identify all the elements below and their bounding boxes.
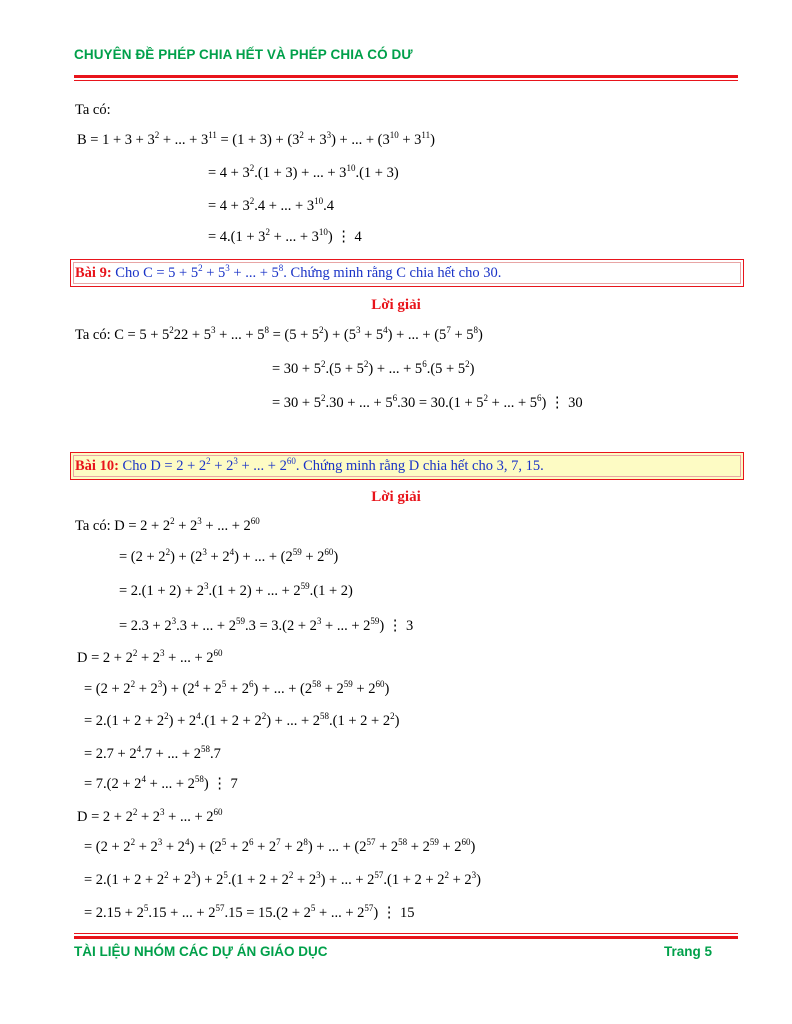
math-line: = $(2 + 2^2) + (2^3 + 2^4)$ + ... + $(2^{59} + 2^{60})$ xyxy=(119,547,339,565)
math-line: = $2.(1 + 2) + 2^3.(1 + 2)$ + ... + $2^{59}.(1 + 2)$ xyxy=(119,581,353,599)
math-line: = $(2 + 2^2 + 2^3) + (2^4 + 2^5 + 2^6)$ + ... + $(2^{58} + 2^{59} + 2^{60})$ xyxy=(84,679,390,697)
math-line: = $4 + 3^2.(1 + 3)$ + ... + $3^{10}.(1 + 3)$ xyxy=(208,163,399,181)
footer-rule-thick xyxy=(74,936,738,939)
problem-10-text: Cho $D = 2 + 2^2 + 2^3$ + ... + $2^{60}$. Chứng minh rằng D chia hết cho 3, 7, 15. xyxy=(122,456,544,474)
math-line: = $(2 + 2^2 + 2^3 + 2^4) + (2^5 + 2^6 + 2^7 + 2^8)$ + ... + $(2^{57} + 2^{58} + 2^{59} + 2^{60})$ xyxy=(84,837,476,855)
math-line: $B = 1 + 3 + 3^2$ + ... + $3^{11} = (1 + 3) + (3^2 + 3^3)$ + ... + $(3^{10} + 3^{11})$ xyxy=(77,130,435,148)
math-line: = $4 + 3^2.4$ + ... + $3^{10}.4$ xyxy=(208,196,334,214)
math-line: = $30 + 5^2.30$ + ... + $5^6.30 = 30.(1 + 5^2$ + ... + $5^6$) ⋮ 30 xyxy=(272,393,583,411)
math-line: Ta có: $C = 5 + 5^222 + 5^3$ + ... + $5^8 = (5 + 5^2) + (5^3 + 5^4)$ + ... + $(5^7 + 5^8)$ xyxy=(75,325,483,343)
header-title: CHUYÊN ĐỀ PHÉP CHIA HẾT VÀ PHÉP CHIA CÓ DƯ xyxy=(74,47,413,62)
page-number: Trang 5 xyxy=(663,944,712,959)
problem-10-label: Bài 10: xyxy=(75,458,119,474)
math-line: = $2.(1 + 2 + 2^2 + 2^3) + 2^5.(1 + 2 + 2^2 + 2^3)$ + ... + $2^{57}.(1 + 2 + 2^2 + 2^3)$ xyxy=(84,870,481,888)
math-line: = $30 + 5^2.(5 + 5^2)$ + ... + $5^6.(5 + 5^2)$ xyxy=(272,359,475,377)
problem-9-label: Bài 9: xyxy=(75,265,112,281)
math-line: Ta có: $D = 2 + 2^2 + 2^3$ + ... + $2^{60}$ xyxy=(75,516,260,534)
math-line: = $7.(2 + 2^4$ + ... + $2^{58}$) ⋮ 7 xyxy=(84,774,238,792)
problem-9-statement xyxy=(75,265,501,282)
math-line: $D = 2 + 2^2 + 2^3$ + ... + $2^{60}$ xyxy=(77,807,223,825)
math-line: = $2.7 + 2^4.7$ + ... + $2^{58}.7$ xyxy=(84,744,221,762)
problem-9-box xyxy=(70,259,744,287)
header-rule-thick xyxy=(74,75,738,78)
header-rule-thin xyxy=(74,80,738,81)
math-line: = $2.(1 + 2 + 2^2) + 2^4.(1 + 2 + 2^2)$ + ... + $2^{58}.(1 + 2 + 2^2)$ xyxy=(84,711,400,729)
math-line: = $2.15 + 2^5.15$ + ... + $2^{57}.15 = 15.(2 + 2^5$ + ... + $2^{57}$) ⋮ 15 xyxy=(84,903,415,921)
ta-co-label: Ta có: xyxy=(75,102,111,118)
math-line: = $4.(1 + 3^2$ + ... + $3^{10}$) ⋮ 4 xyxy=(208,227,362,245)
footer-title: TÀI LIỆU NHÓM CÁC DỰ ÁN GIÁO DỤC xyxy=(74,944,328,959)
problem-10-statement xyxy=(75,458,544,475)
footer-rule-thin xyxy=(74,933,738,934)
problem-10-box xyxy=(70,452,744,480)
math-line: $D = 2 + 2^2 + 2^3$ + ... + $2^{60}$ xyxy=(77,648,223,666)
math-line: = $2.3 + 2^3.3$ + ... + $2^{59}.3 = 3.(2 + 2^3$ + ... + $2^{59}$) ⋮ 3 xyxy=(119,616,414,634)
solution-title: Lời giải xyxy=(371,489,421,505)
problem-9-text: Cho $C = 5 + 5^2 + 5^3$ + ... + $5^8$. Chứng minh rằng C chia hết cho 30. xyxy=(115,263,502,281)
solution-title: Lời giải xyxy=(371,297,421,313)
